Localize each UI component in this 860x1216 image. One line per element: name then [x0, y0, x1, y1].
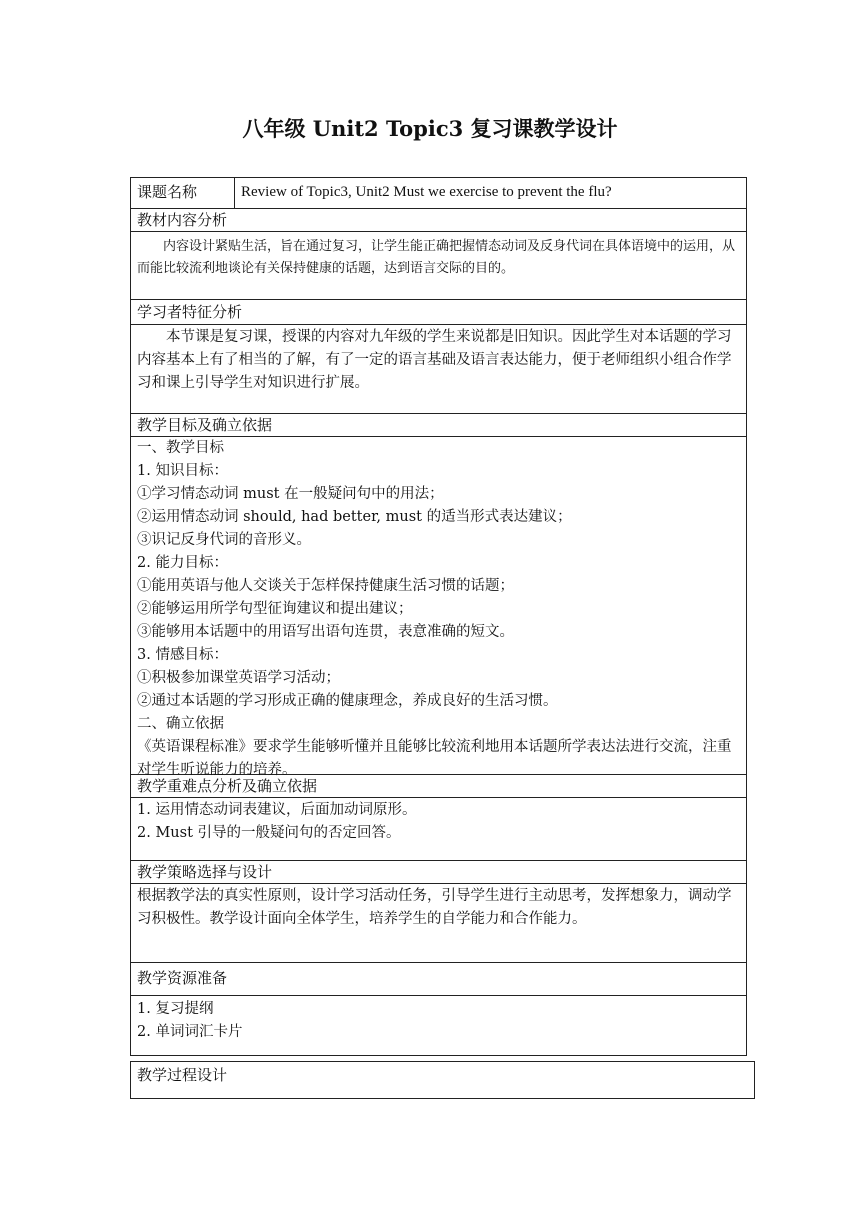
strategy-text: 根据教学法的真实性原则，设计学习活动任务，引导学生进行主动思考，发挥想象力，调动学习积极性。教学设计面向全体学生，培养学生的自学能力和合作能力。	[131, 883, 746, 962]
objectives-line: 一、教学目标	[137, 440, 224, 456]
learners-header: 学习者特征分析	[131, 299, 746, 324]
objectives-line: 3. 情感目标：	[137, 647, 228, 663]
resources-body	[131, 995, 746, 1055]
objectives-line: ①学习情态动词 must 在一般疑问句中的用法；	[137, 486, 444, 502]
objectives-line: 2. 能力目标：	[137, 555, 228, 571]
topic-value: Review of Topic3, Unit2 Must we exercise to prevent the flu?	[241, 184, 612, 200]
objectives-body	[131, 436, 746, 778]
strategy-header: 教学策略选择与设计	[131, 860, 746, 883]
keypoints-header: 教学重难点分析及确立依据	[131, 774, 746, 797]
keypoints-line: 1. 运用情态动词表建议，后面加动词原形。	[137, 802, 417, 818]
material-header: 教材内容分析	[131, 208, 746, 231]
objectives-line: ③识记反身代词的音形义。	[137, 532, 311, 548]
topic-label: 课题名称	[131, 178, 235, 208]
resources-line: 1. 复习提纲	[137, 1001, 214, 1017]
lesson-plan-table	[130, 177, 747, 1056]
process-header: 教学过程设计	[130, 1061, 755, 1099]
objectives-line: 1. 知识目标：	[137, 463, 228, 479]
resources-line: 2. 单词词汇卡片	[137, 1024, 243, 1040]
objectives-line: ②通过本话题的学习形成正确的健康理念，养成良好的生活习惯。	[137, 693, 558, 709]
learners-text: 本节课是复习课，授课的内容对九年级的学生来说都是旧知识。因此学生对本话题的学习内容基本上有了相当的了解，有了一定的语言基础及语言表达能力，便于老师组织小组合作学习和课上引导学生对知识进行扩展。	[131, 324, 746, 413]
objectives-line: ②能够运用所学句型征询建议和提出建议；	[137, 601, 413, 617]
objectives-header: 教学目标及确立依据	[131, 413, 746, 436]
objectives-line: ①积极参加课堂英语学习活动；	[137, 670, 340, 686]
page-title: 八年级 Unit2 Topic3 复习课教学设计	[242, 116, 618, 141]
objectives-line: ②运用情态动词 should, had better, must 的适当形式表达建议；	[137, 509, 572, 525]
objectives-line: ③能够用本话题中的用语写出语句连贯，表意准确的短文。	[137, 624, 514, 640]
objectives-line: ①能用英语与他人交谈关于怎样保持健康生活习惯的话题；	[137, 578, 514, 594]
resources-header: 教学资源准备	[131, 962, 746, 995]
objectives-line: 《英语课程标准》要求学生能够听懂并且能够比较流利地用本话题所学表达法进行交流，注重对学生听说能力的培养。	[137, 739, 732, 778]
keypoints-body	[131, 797, 746, 860]
topic-row	[131, 178, 746, 208]
objectives-line: 二、确立依据	[137, 716, 224, 732]
material-text: 内容设计紧贴生活，旨在通过复习，让学生能正确把握情态动词及反身代词在具体语境中的运用，从而能比较流利地谈论有关保持健康的话题，达到语言交际的目的。	[131, 231, 746, 299]
keypoints-line: 2. Must 引导的一般疑问句的否定回答。	[137, 825, 401, 841]
